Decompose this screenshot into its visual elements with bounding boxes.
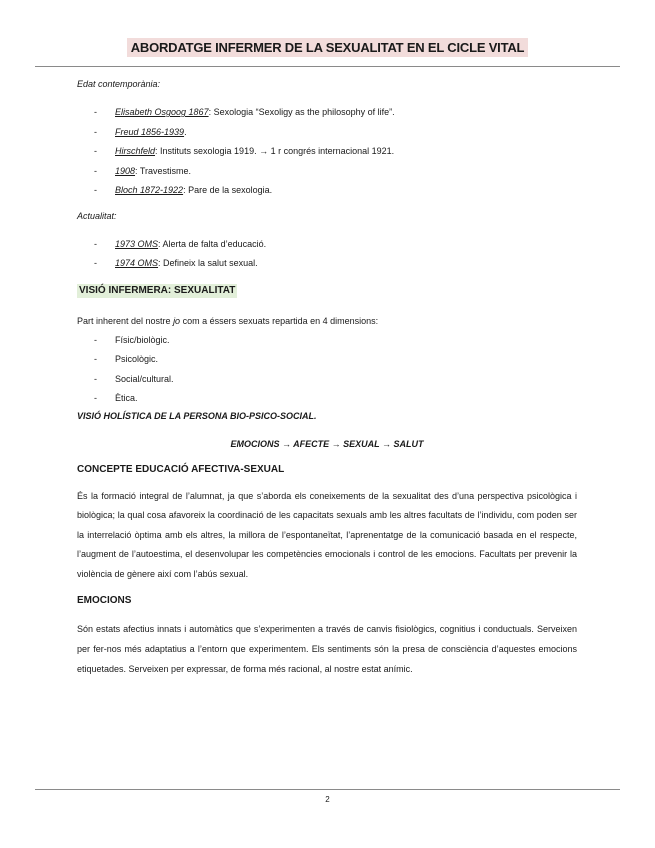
- label-actualitat: Actualitat:: [77, 210, 117, 221]
- list-item: [77, 162, 577, 182]
- list-item: [77, 254, 577, 274]
- heading-visio-infermera-text: VISIÓ INFERMERA: SEXUALITAT: [79, 284, 236, 296]
- list-contemporania: [77, 103, 577, 201]
- list-dimensions: [77, 331, 577, 409]
- visio-intro: [77, 314, 577, 328]
- list-item-link: Hirschfeld: [115, 146, 156, 156]
- list-item: - Ètica.: [77, 389, 577, 409]
- list-item-text: : Pare de la sexologia.: [183, 185, 273, 195]
- list-item-link: Bloch 1872-1922: [115, 185, 184, 195]
- list-item: [77, 142, 577, 162]
- list-item: [77, 103, 577, 123]
- list-item-text: : Sexologia “Sexoligy as the philosophy of life”.: [208, 107, 395, 117]
- label-edat-contemporania: Edat contemporània:: [77, 79, 161, 89]
- page-header: [0, 38, 655, 57]
- heading-visio-infermera: [77, 284, 577, 298]
- visio-intro-em: jo: [173, 315, 181, 326]
- page-title: ABORDATGE INFERMER DE LA SEXUALITAT EN EL CICLE VITAL: [127, 38, 529, 57]
- footer-rule: [35, 789, 620, 790]
- heading-emocions: EMOCIONS: [77, 595, 132, 607]
- list-actualitat: [77, 235, 577, 274]
- list-item: [77, 123, 577, 143]
- page-number: 2: [325, 795, 330, 804]
- page-content: [77, 77, 577, 679]
- list-item-text: : Travestisme.: [135, 165, 192, 176]
- list-item-link: 1908: [115, 165, 136, 176]
- heading-educacio: CONCEPTE EDUCACIÓ AFECTIVA-SEXUAL: [77, 463, 285, 475]
- header-rule: [35, 66, 620, 67]
- list-item-link: Freud 1856-1939: [115, 126, 185, 137]
- list-item: [77, 181, 577, 201]
- emocions-paragraph: Són estats afectius innats i automàtics que s’experimenten a través de canvis fisiològics, cognitius i conductuals. Serveixen per fer-nos més adaptatius a l’entorn que experimentem. Els sentiments són la presa de consciència d’aquestes emocions etiquetades. Serveixen per expressar, de forma més racional, al nostre estat anímic.: [77, 624, 577, 674]
- visio-intro-after: com a éssers sexuats repartida en 4 dimensions:: [180, 315, 379, 326]
- list-item-text: : Instituts sexologia 1919. → 1 r congrés internacional 1921.: [155, 146, 395, 156]
- educacio-paragraph: És la formació integral de l’alumnat, ja que s’aborda els coneixements de la sexualitat des d’una perspectiva psicològica i biològica; la qual cosa afavoreix la coordinació de les capacitats sexuals amb les altres facultats de l’individu, com poden ser la interrelació òptima amb els altres, la millora de l’espontaneïtat, l’aprenentatge de la comunicació basada en el respecte, l’augment de l’autoestima, el desenvolupar les competències emocionals i control de les emocions. Facultats per prevenir la violència de gènere així com l’abús sexual.: [77, 490, 577, 579]
- list-item: - Psicològic.: [77, 350, 577, 370]
- list-item-text: : Defineix la salut sexual.: [158, 258, 258, 268]
- visio-intro-before: Part inherent del nostre: [77, 315, 174, 326]
- list-item-link: 1974 OMS: [115, 258, 159, 268]
- list-item: [77, 235, 577, 255]
- list-item: - Social/cultural.: [77, 370, 577, 390]
- holistic-statement: VISIÓ HOLÍSTICA DE LA PERSONA BIO-PSICO-SOCIAL.: [77, 410, 317, 421]
- list-item-link: Elisabeth Osgoog 1867: [115, 107, 209, 117]
- list-item-text: : Alerta de falta d’educació.: [158, 238, 267, 249]
- list-item: - Físic/biològic.: [77, 331, 577, 351]
- list-item-link: 1973 OMS: [115, 238, 159, 249]
- list-item-text: .: [184, 126, 187, 137]
- emotion-chain: EMOCIONS → AFECTE → SEXUAL → SALUT: [230, 438, 424, 449]
